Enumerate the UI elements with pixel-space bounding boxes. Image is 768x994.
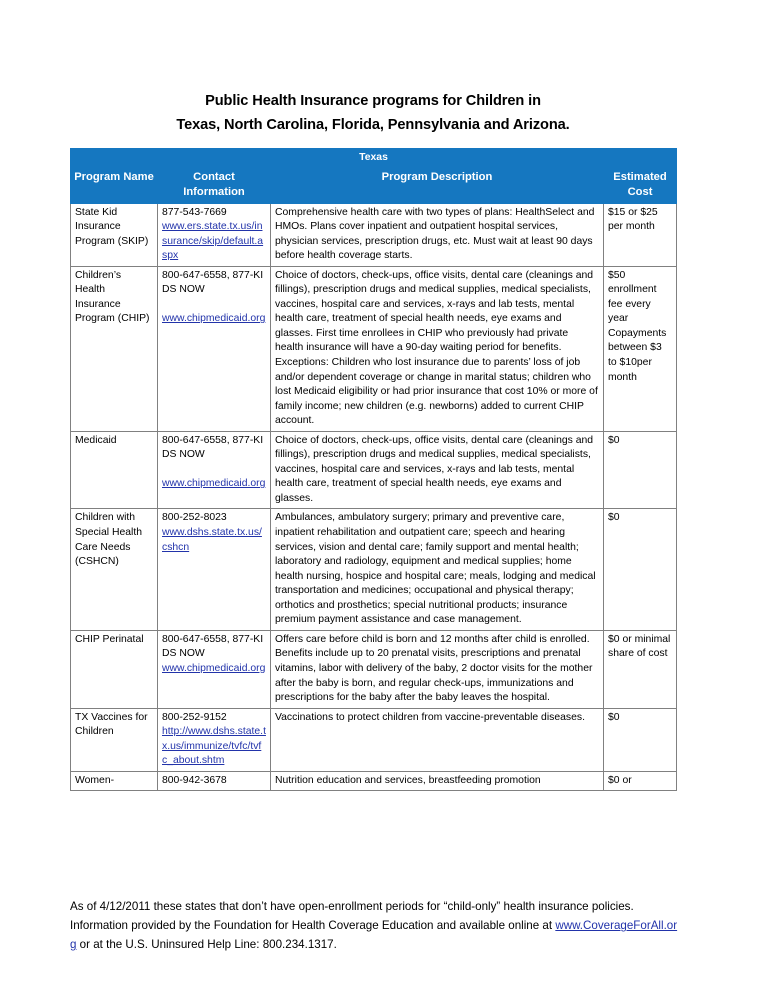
programs-table [70, 148, 677, 791]
cell-program-description: Comprehensive health care with two types of plans: HealthSelect and HMOs. Plans cover inpatient and outpatient hospital services, physician services, prescription drugs, etc. Must wait at least 90 days before health coverage starts. [271, 203, 604, 266]
cell-program-description: Offers care before child is born and 12 months after child is enrolled. Benefits include up to 20 prenatal visits, prescriptions and prenatal vitamins, labor with delivery of the baby, 2 doctor visits for the mother after the baby is born, and regular check-ups, immunizations and prescriptions for the baby after the baby leaves the hospital. [271, 630, 604, 708]
cell-program-description: Choice of doctors, check-ups, office visits, dental care (cleanings and fillings), prescription drugs and medical supplies, medical specialists, vaccines, hospital care and services, x-rays and lab tests, mental health care, treatment of special health needs, eye exams and glasses. [271, 431, 604, 509]
table-row [71, 708, 677, 771]
contact-phone: 800-252-8023 [162, 512, 227, 524]
table-row [71, 630, 677, 708]
cell-estimated-cost: $50 enrollment fee every year Copayments between $3 to $10per month [604, 266, 677, 431]
cell-estimated-cost: $0 or [604, 771, 677, 791]
contact-phone: 800-647-6558, 877-KIDS NOW [162, 434, 264, 461]
contact-phone: 800-252-9152 [162, 711, 227, 723]
cell-estimated-cost: $0 [604, 509, 677, 630]
column-header-program-description: Program Description [271, 168, 604, 203]
footnote-text-part-1: As of 4/12/2011 these states that don’t have open-enrollment periods for “child-only” health insurance policies. Information provided by the Foundation for Health Coverage Education and available online at [70, 900, 634, 933]
cell-program-name: Children with Special Health Care Needs (CSHCN) [71, 509, 158, 630]
contact-website-link[interactable]: www.chipmedicaid.org [162, 662, 266, 674]
cell-contact-information [158, 431, 271, 509]
contact-website-link[interactable]: http://www.dshs.state.tx.us/immunize/tvfc/tvfc_about.shtm [162, 726, 266, 767]
page-title [70, 89, 676, 137]
table-row [71, 431, 677, 509]
cell-program-name: Children’s Health Insurance Program (CHIP) [71, 266, 158, 431]
column-header-program-name: Program Name [71, 168, 158, 203]
cell-contact-information [158, 509, 271, 630]
contact-phone: 877-543-7669 [162, 206, 227, 218]
contact-website-link[interactable]: www.chipmedicaid.org [162, 313, 266, 325]
cell-program-name: CHIP Perinatal [71, 630, 158, 708]
contact-website-link[interactable]: www.dshs.state.tx.us/cshcn [162, 527, 262, 553]
table-header-row [71, 168, 677, 203]
cell-program-name: Medicaid [71, 431, 158, 509]
footnote [70, 897, 680, 955]
cell-program-name: Women- [71, 771, 158, 791]
table-row [71, 771, 677, 791]
contact-website-link[interactable]: www.chipmedicaid.org [162, 478, 266, 490]
cell-program-description: Vaccinations to protect children from vaccine-preventable diseases. [271, 708, 604, 771]
column-header-contact-information: Contact Information [158, 168, 271, 203]
cell-program-name: TX Vaccines for Children [71, 708, 158, 771]
table-row [71, 509, 677, 630]
cell-estimated-cost: $15 or $25 per month [604, 203, 677, 266]
cell-estimated-cost: $0 or minimal share of cost [604, 630, 677, 708]
cell-program-name: State Kid Insurance Program (SKIP) [71, 203, 158, 266]
cell-estimated-cost: $0 [604, 431, 677, 509]
cell-estimated-cost: $0 [604, 708, 677, 771]
cell-contact-information [158, 266, 271, 431]
programs-table-body [71, 203, 677, 791]
cell-program-description: Choice of doctors, check-ups, office visits, dental care (cleanings and fillings), prescription drugs and medical supplies, medical specialists, vaccines, hospital care and services, x-rays and lab tests, mental health care, treatment of special health needs, eye exams and glasses. First time enrollees in CHIP who previously had private health insurance will have a 90-day waiting period for benefits. Exceptions: Children who lost insurance due to parents’ loss of job and/or dependent coverage or change in marital status; children who lost Medicaid eligibility or had prior insurance that cost 10% or more of family income; new children (e.g. newborns) added to current CHIP account. [271, 266, 604, 431]
state-band-label: Texas [71, 149, 677, 169]
cell-contact-information [158, 771, 271, 791]
table-row [71, 203, 677, 266]
footnote-text-part-2: or at the U.S. Uninsured Help Line: 800.234.1317. [76, 938, 337, 952]
cell-contact-information [158, 630, 271, 708]
cell-program-description: Ambulances, ambulatory surgery; primary and preventive care, inpatient rehabilitation and outpatient care; speech and hearing services, vision and dental care; family support and mental health; laboratory and radiology, equipment and medical supplies; home health nursing, hospice and hospital care; meals, lodging and medical transportation and medicines; occupational and physical therapy; orthotics and prosthetics; special nutritional products; insurance premium payment assistance and case management. [271, 509, 604, 630]
contact-spacer [162, 463, 266, 478]
contact-phone: 800-942-3678 [162, 774, 227, 786]
page-title-line-1: Public Health Insurance programs for Children in [205, 93, 541, 109]
table-row [71, 266, 677, 431]
page-title-line-2: Texas, North Carolina, Florida, Pennsylvania and Arizona. [176, 117, 570, 133]
cell-contact-information [158, 708, 271, 771]
programs-table-container [70, 148, 676, 791]
cell-program-description: Nutrition education and services, breastfeeding promotion [271, 771, 604, 791]
contact-phone: 800-647-6558, 877-KIDS NOW [162, 269, 264, 296]
contact-phone: 800-647-6558, 877-KIDS NOW [162, 633, 264, 660]
table-state-band-row [71, 149, 677, 169]
column-header-estimated-cost: Estimated Cost [604, 168, 677, 203]
coverageforall-link[interactable]: www.CoverageForAll.org [70, 919, 678, 952]
contact-spacer [162, 298, 266, 313]
contact-website-link[interactable]: www.ers.state.tx.us/insurance/skip/default.aspx [162, 221, 264, 262]
cell-contact-information [158, 203, 271, 266]
